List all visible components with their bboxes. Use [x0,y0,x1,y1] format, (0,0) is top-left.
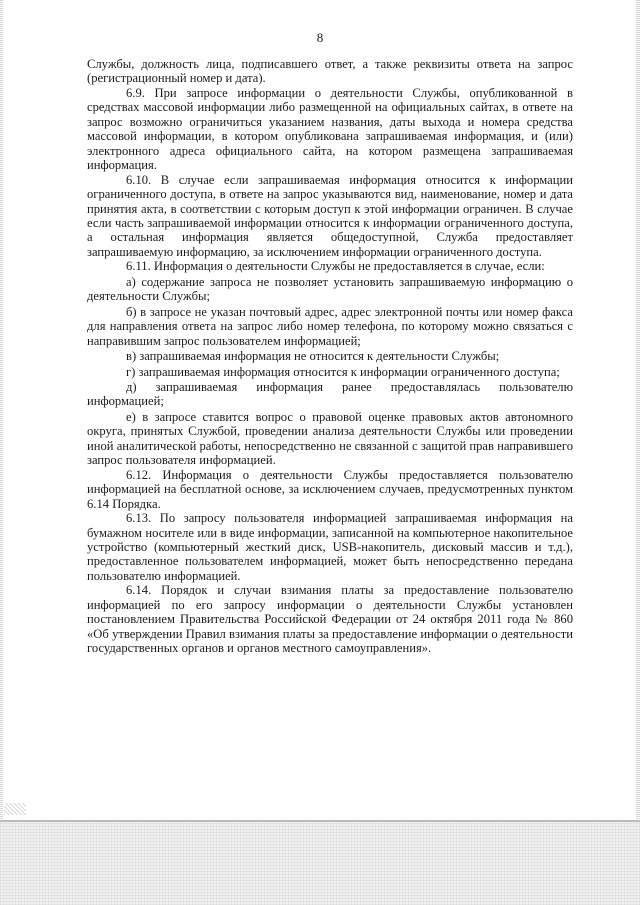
clause-g: г) запрашиваемая информация относится к информации ограниченного доступа; [126,364,560,379]
document-body [87,57,573,656]
paragraph-continuation: Службы, должность лица, подписавшего ответ, а также реквизиты ответа на запрос (регистрационный номер и дата). [87,57,573,86]
clause-d: д) запрашиваемая информация ранее предоставлялась пользователю информацией; [87,379,573,409]
paragraph-6-14: 6.14. Порядок и случаи взимания платы за предоставление пользователю информацией по его запросу информации о деятельности Службы установлен постановлением Правительства Российской Федерации от 24 октября 2011 года № 860 «Об утверждении Правил взимания платы за предоставление информации о деятельности государственных органов и органов местного самоуправления». [87,583,573,656]
paragraph-6-13: 6.13. По запросу пользователя информацией запрашиваемая информация на бумажном носителе или в виде информации, записанной на компьютерное накопительное устройство (компьютерный жесткий диск, USB-накопитель, дисковый массив и т.д.), предоставленное пользователем информацией, может быть непосредственно передана пользователю информацией. [87,511,573,583]
scan-edge-right [636,0,640,905]
clause-b: б) в запросе не указан почтовый адрес, адрес электронной почты или номер факса для направления ответа на запрос либо номер телефона, по которому можно связаться с направившим запрос пользователем информацией; [87,304,573,348]
clause-e: е) в запросе ставится вопрос о правовой оценке правовых актов автономного округа, принятых Службой, проведении анализа деятельности Службы или проведении иной аналитической работы, непосредственно не связанной с защитой прав направившего запрос пользователя информацией. [87,409,573,468]
paragraph-6-11: 6.11. Информация о деятельности Службы не предоставляется в случае, если: [126,259,545,274]
clause-a: а) содержание запроса не позволяет установить запрашиваемую информацию о деятельности Службы; [87,274,573,304]
page-number: 8 [316,30,324,45]
scan-edge-left [0,0,3,905]
paragraph-6-9: 6.9. При запросе информации о деятельности Службы, опубликованной в средствах массовой информации либо размещенной на официальных сайтах, в ответе на запрос возможно ограничиться указанием названия, даты выхода и номера средства массовой информации, в котором опубликована запрашиваемая информация, и (или) электронного адреса официального сайта, на котором размещена запрашиваемая информация. [87,85,573,173]
scan-artifact [4,803,26,815]
clause-v: в) запрашиваемая информация не относится к деятельности Службы; [126,349,500,364]
paragraph-6-10: 6.10. В случае если запрашиваемая информация относится к информации ограниченного доступа, в ответе на запрос указываются вид, наименование, номер и дата принятия акта, в соответствии с которым доступ к этой информации ограничен. В случае если часть запрашиваемой информации относится к информации ограниченного доступа, а остальная информация является общедоступной, Служба предоставляет запрашиваемую информацию, за исключением информации ограниченного доступа. [87,172,573,259]
scan-bottom-area [0,822,640,905]
paragraph-6-12: 6.12. Информация о деятельности Службы предоставляется пользователю информацией на бесплатной основе, за исключением случаев, предусмотренных пунктом 6.14 Порядка. [87,467,573,511]
